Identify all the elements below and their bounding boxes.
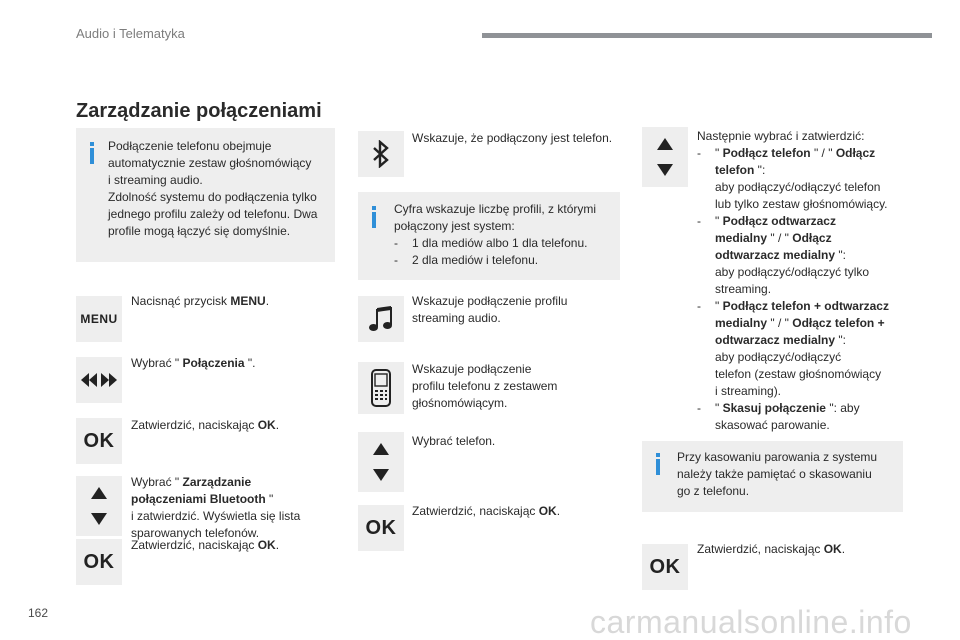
option-bold: medialny bbox=[715, 316, 768, 330]
ok-icon-label: OK bbox=[649, 555, 681, 578]
option-bold: medialny bbox=[715, 231, 768, 245]
option-description: aby podłączyć/odłączyć telefon bbox=[715, 180, 881, 194]
step-text: Zatwierdzić, naciskając bbox=[131, 418, 258, 432]
step-manage-connections bbox=[131, 474, 331, 542]
step-bold: OK bbox=[257, 418, 276, 432]
up-down-arrows-icon bbox=[642, 127, 688, 187]
step-bold: OK bbox=[257, 538, 276, 552]
info-text-line: profile mogą łączyć się domyślnie. bbox=[108, 224, 291, 238]
options-intro: Następnie wybrać i zatwierdzić: bbox=[697, 129, 865, 143]
list-dash: - bbox=[697, 214, 701, 228]
quote: " bbox=[715, 146, 723, 160]
quote: " bbox=[715, 299, 723, 313]
ok-button-icon bbox=[642, 544, 688, 590]
up-down-arrows-icon bbox=[76, 476, 122, 536]
step-text: Zatwierdzić, naciskając bbox=[131, 538, 258, 552]
list-item bbox=[394, 252, 616, 269]
list-dash: - bbox=[394, 253, 398, 267]
ok-button-icon bbox=[76, 418, 122, 464]
info-text-line: Podłączenie telefonu obejmuje bbox=[108, 139, 272, 153]
step-text: . bbox=[556, 504, 561, 518]
option-description: telefon (zestaw głośnomówiący bbox=[715, 367, 882, 381]
option-description: aby podłączyć/odłączyć bbox=[715, 350, 842, 364]
phone-description bbox=[412, 361, 557, 412]
step-bold: OK bbox=[538, 504, 557, 518]
option-description: streaming. bbox=[715, 282, 772, 296]
step-text: głośnomówiącym. bbox=[412, 396, 508, 410]
quote: ": bbox=[835, 333, 846, 347]
list-dash: - bbox=[697, 401, 701, 415]
step-bold: MENU bbox=[230, 294, 266, 308]
menu-button-icon bbox=[76, 296, 122, 342]
quote: ": bbox=[835, 248, 846, 262]
step-text: Wybrać " bbox=[131, 475, 183, 489]
step-connections bbox=[131, 355, 255, 372]
step-bold: Połączenia bbox=[182, 356, 245, 370]
step-text: sparowanych telefonów. bbox=[131, 526, 260, 540]
option-connect-media bbox=[697, 213, 912, 298]
step-text: streaming audio. bbox=[412, 311, 501, 325]
page-title: Zarządzanie połączeniami bbox=[76, 100, 322, 122]
option-bold: Podłącz telefon + odtwarzacz bbox=[722, 299, 889, 313]
option-bold: Podłącz odtwarzacz bbox=[722, 214, 836, 228]
option-bold: odtwarzacz medialny bbox=[715, 333, 836, 347]
info-text-line: go z telefonu. bbox=[677, 484, 750, 498]
quote: " / " bbox=[767, 316, 793, 330]
seek-arrows-icon bbox=[76, 357, 122, 403]
list-text: 1 dla mediów albo 1 dla telefonu. bbox=[412, 236, 588, 250]
option-connect-phone bbox=[697, 145, 912, 213]
list-dash: - bbox=[394, 236, 398, 250]
phone-handset-icon bbox=[358, 362, 404, 414]
step-menu bbox=[131, 293, 269, 310]
step-bold: OK bbox=[823, 542, 842, 556]
step-text: Wybrać " bbox=[131, 356, 183, 370]
info-icon bbox=[88, 142, 96, 164]
option-description: i streaming). bbox=[715, 384, 782, 398]
step-text: Wskazuje podłączenie bbox=[412, 362, 532, 376]
step-text: . bbox=[265, 294, 270, 308]
step-text: ". bbox=[244, 356, 256, 370]
quote: ": aby bbox=[825, 401, 860, 415]
info-icon bbox=[370, 206, 378, 228]
info-text-line: należy także pamiętać o skasowaniu bbox=[677, 467, 872, 481]
ok-icon-label: OK bbox=[83, 550, 115, 573]
step-text: Zatwierdzić, naciskając bbox=[697, 542, 824, 556]
step-text: Wskazuje podłączenie profilu bbox=[412, 294, 568, 308]
info-icon bbox=[654, 453, 662, 475]
quote: " / " bbox=[810, 146, 836, 160]
bluetooth-icon bbox=[358, 131, 404, 177]
info-box-unpair bbox=[642, 441, 903, 512]
option-bold: Odłącz bbox=[792, 231, 832, 245]
info-text-line: automatycznie zestaw głośnomówiący bbox=[108, 156, 312, 170]
step-text: . bbox=[275, 538, 280, 552]
option-delete-pairing bbox=[697, 400, 912, 434]
option-description: aby podłączyć/odłączyć tylko bbox=[715, 265, 870, 279]
quote: " bbox=[715, 214, 723, 228]
quote: " / " bbox=[767, 231, 793, 245]
header-rule bbox=[482, 33, 932, 38]
ok-button-icon bbox=[76, 539, 122, 585]
step-bold: Zarządzanie bbox=[182, 475, 252, 489]
quote: ": bbox=[754, 163, 766, 177]
option-connect-phone-media bbox=[697, 298, 912, 400]
info-text-line: Zdolność systemu do podłączenia tylko bbox=[108, 190, 317, 204]
info-box-connection bbox=[76, 128, 335, 262]
info-text-line: jednego profilu zależy od telefonu. Dwa bbox=[108, 207, 318, 221]
step-confirm bbox=[131, 537, 279, 554]
ok-icon-label: OK bbox=[365, 516, 397, 539]
bluetooth-description: Wskazuje, że podłączony jest telefon. bbox=[412, 131, 613, 145]
section-header: Audio i Telematyka bbox=[76, 26, 185, 41]
step-confirm bbox=[131, 417, 279, 434]
music-description bbox=[412, 293, 567, 327]
option-bold: telefon bbox=[715, 163, 755, 177]
option-bold: Skasuj połączenie bbox=[722, 401, 826, 415]
step-confirm bbox=[697, 541, 845, 558]
info-text-line: i streaming audio. bbox=[108, 173, 203, 187]
music-note-icon bbox=[358, 296, 404, 342]
option-description: lub tylko zestaw głośnomówiący. bbox=[715, 197, 888, 211]
page-number: 162 bbox=[28, 606, 49, 620]
list-dash: - bbox=[697, 146, 701, 160]
watermark: carmanualsonline.info bbox=[590, 604, 912, 640]
option-bold: Odłącz telefon + bbox=[792, 316, 885, 330]
list-text: 2 dla mediów i telefonu. bbox=[412, 253, 539, 267]
info-box-profiles bbox=[358, 192, 620, 280]
step-text: . bbox=[275, 418, 280, 432]
quote: " bbox=[715, 401, 723, 415]
step-text: profilu telefonu z zestawem bbox=[412, 379, 558, 393]
option-bold: odtwarzacz medialny bbox=[715, 248, 836, 262]
step-text: " bbox=[265, 492, 274, 506]
list-item bbox=[394, 235, 616, 252]
step-select-phone: Wybrać telefon. bbox=[412, 434, 496, 448]
info-text-line: połączony jest system: bbox=[394, 219, 515, 233]
ok-button-icon bbox=[358, 505, 404, 551]
option-description: skasować parowanie. bbox=[715, 418, 830, 432]
info-text-line: Przy kasowaniu parowania z systemu bbox=[677, 450, 878, 464]
up-down-arrows-icon bbox=[358, 432, 404, 492]
option-bold: Odłącz bbox=[835, 146, 876, 160]
step-text: Nacisnąć przycisk bbox=[131, 294, 231, 308]
step-bold: połączeniami Bluetooth bbox=[131, 492, 266, 506]
step-text: i zatwierdzić. Wyświetla się lista bbox=[131, 509, 301, 523]
info-text-line: Cyfra wskazuje liczbę profili, z którymi bbox=[394, 202, 597, 216]
list-dash: - bbox=[697, 299, 701, 313]
options-list bbox=[697, 128, 912, 434]
step-confirm bbox=[412, 503, 560, 520]
menu-icon-label: MENU bbox=[80, 312, 118, 326]
option-bold: Podłącz telefon bbox=[722, 146, 811, 160]
ok-icon-label: OK bbox=[83, 429, 115, 452]
step-text: . bbox=[841, 542, 846, 556]
step-text: Zatwierdzić, naciskając bbox=[412, 504, 539, 518]
